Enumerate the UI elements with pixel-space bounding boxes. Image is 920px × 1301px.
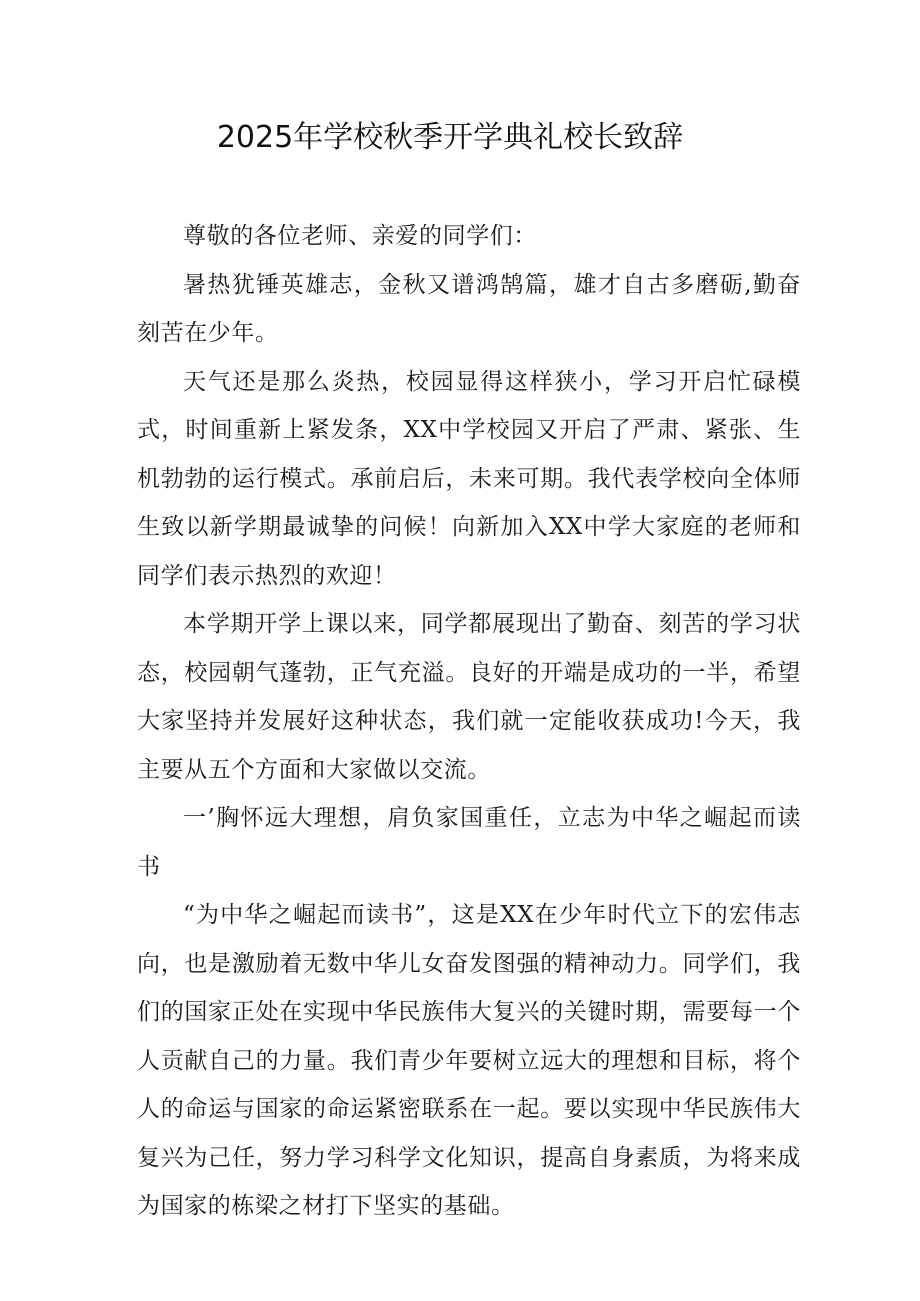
introduction-paragraph: 本学期开学上课以来，同学都展现出了勤奋、刻苦的学习状态，校园朝气蓬勃，正气充溢。良好的开端是成功的一半，希望大家坚持并发展好这种状态，我们就一定能收获成功!今天，我主要从五个方面和大家做以交流。 xyxy=(137,611,801,783)
section-heading-one: 一’胸怀远大理想，肩负家国重任，立志为中华之崛起而读书 xyxy=(137,805,801,880)
welcome-paragraph: 天气还是那么炎热，校园显得这样狭小，学习开启忙碌模式，时间重新上紧发条，XX中学校园又开启了严肃、紧张、生机勃勃的运行模式。承前启后，未来可期。我代表学校向全体师生致以新学期最诚挚的问候！向新加入XX中学大家庭的老师和同学们表示热烈的欢迎！ xyxy=(137,368,801,589)
section-one-paragraph: “为中华之崛起而读书”，这是XX在少年时代立下的宏伟志向，也是激励着无数中华儿女奋发图强的精神动力。同学们，我们的国家正处在实现中华民族伟大复兴的关键时期，需要每一个人贡献自己的力量。我们青少年要树立远大的理想和目标，将个人的命运与国家的命运紧密联系在一起。要以实现中华民族伟大复兴为己任，努力学习科学文化知识，提高自身素质，为将来成为国家的栋梁之材打下坚实的基础。 xyxy=(137,902,801,1219)
document-title: 2025年学校秋季开学典礼校长致辞 xyxy=(216,120,684,155)
document-body xyxy=(137,212,801,1231)
opening-verse-paragraph: 暑热犹锤英雄志，金秋又谱鸿鹄篇，雄才自古多磨砺,勤奋刻苦在少年。 xyxy=(137,271,801,346)
salutation-paragraph: 尊敬的各位老师、亲爱的同学们： xyxy=(183,223,537,249)
